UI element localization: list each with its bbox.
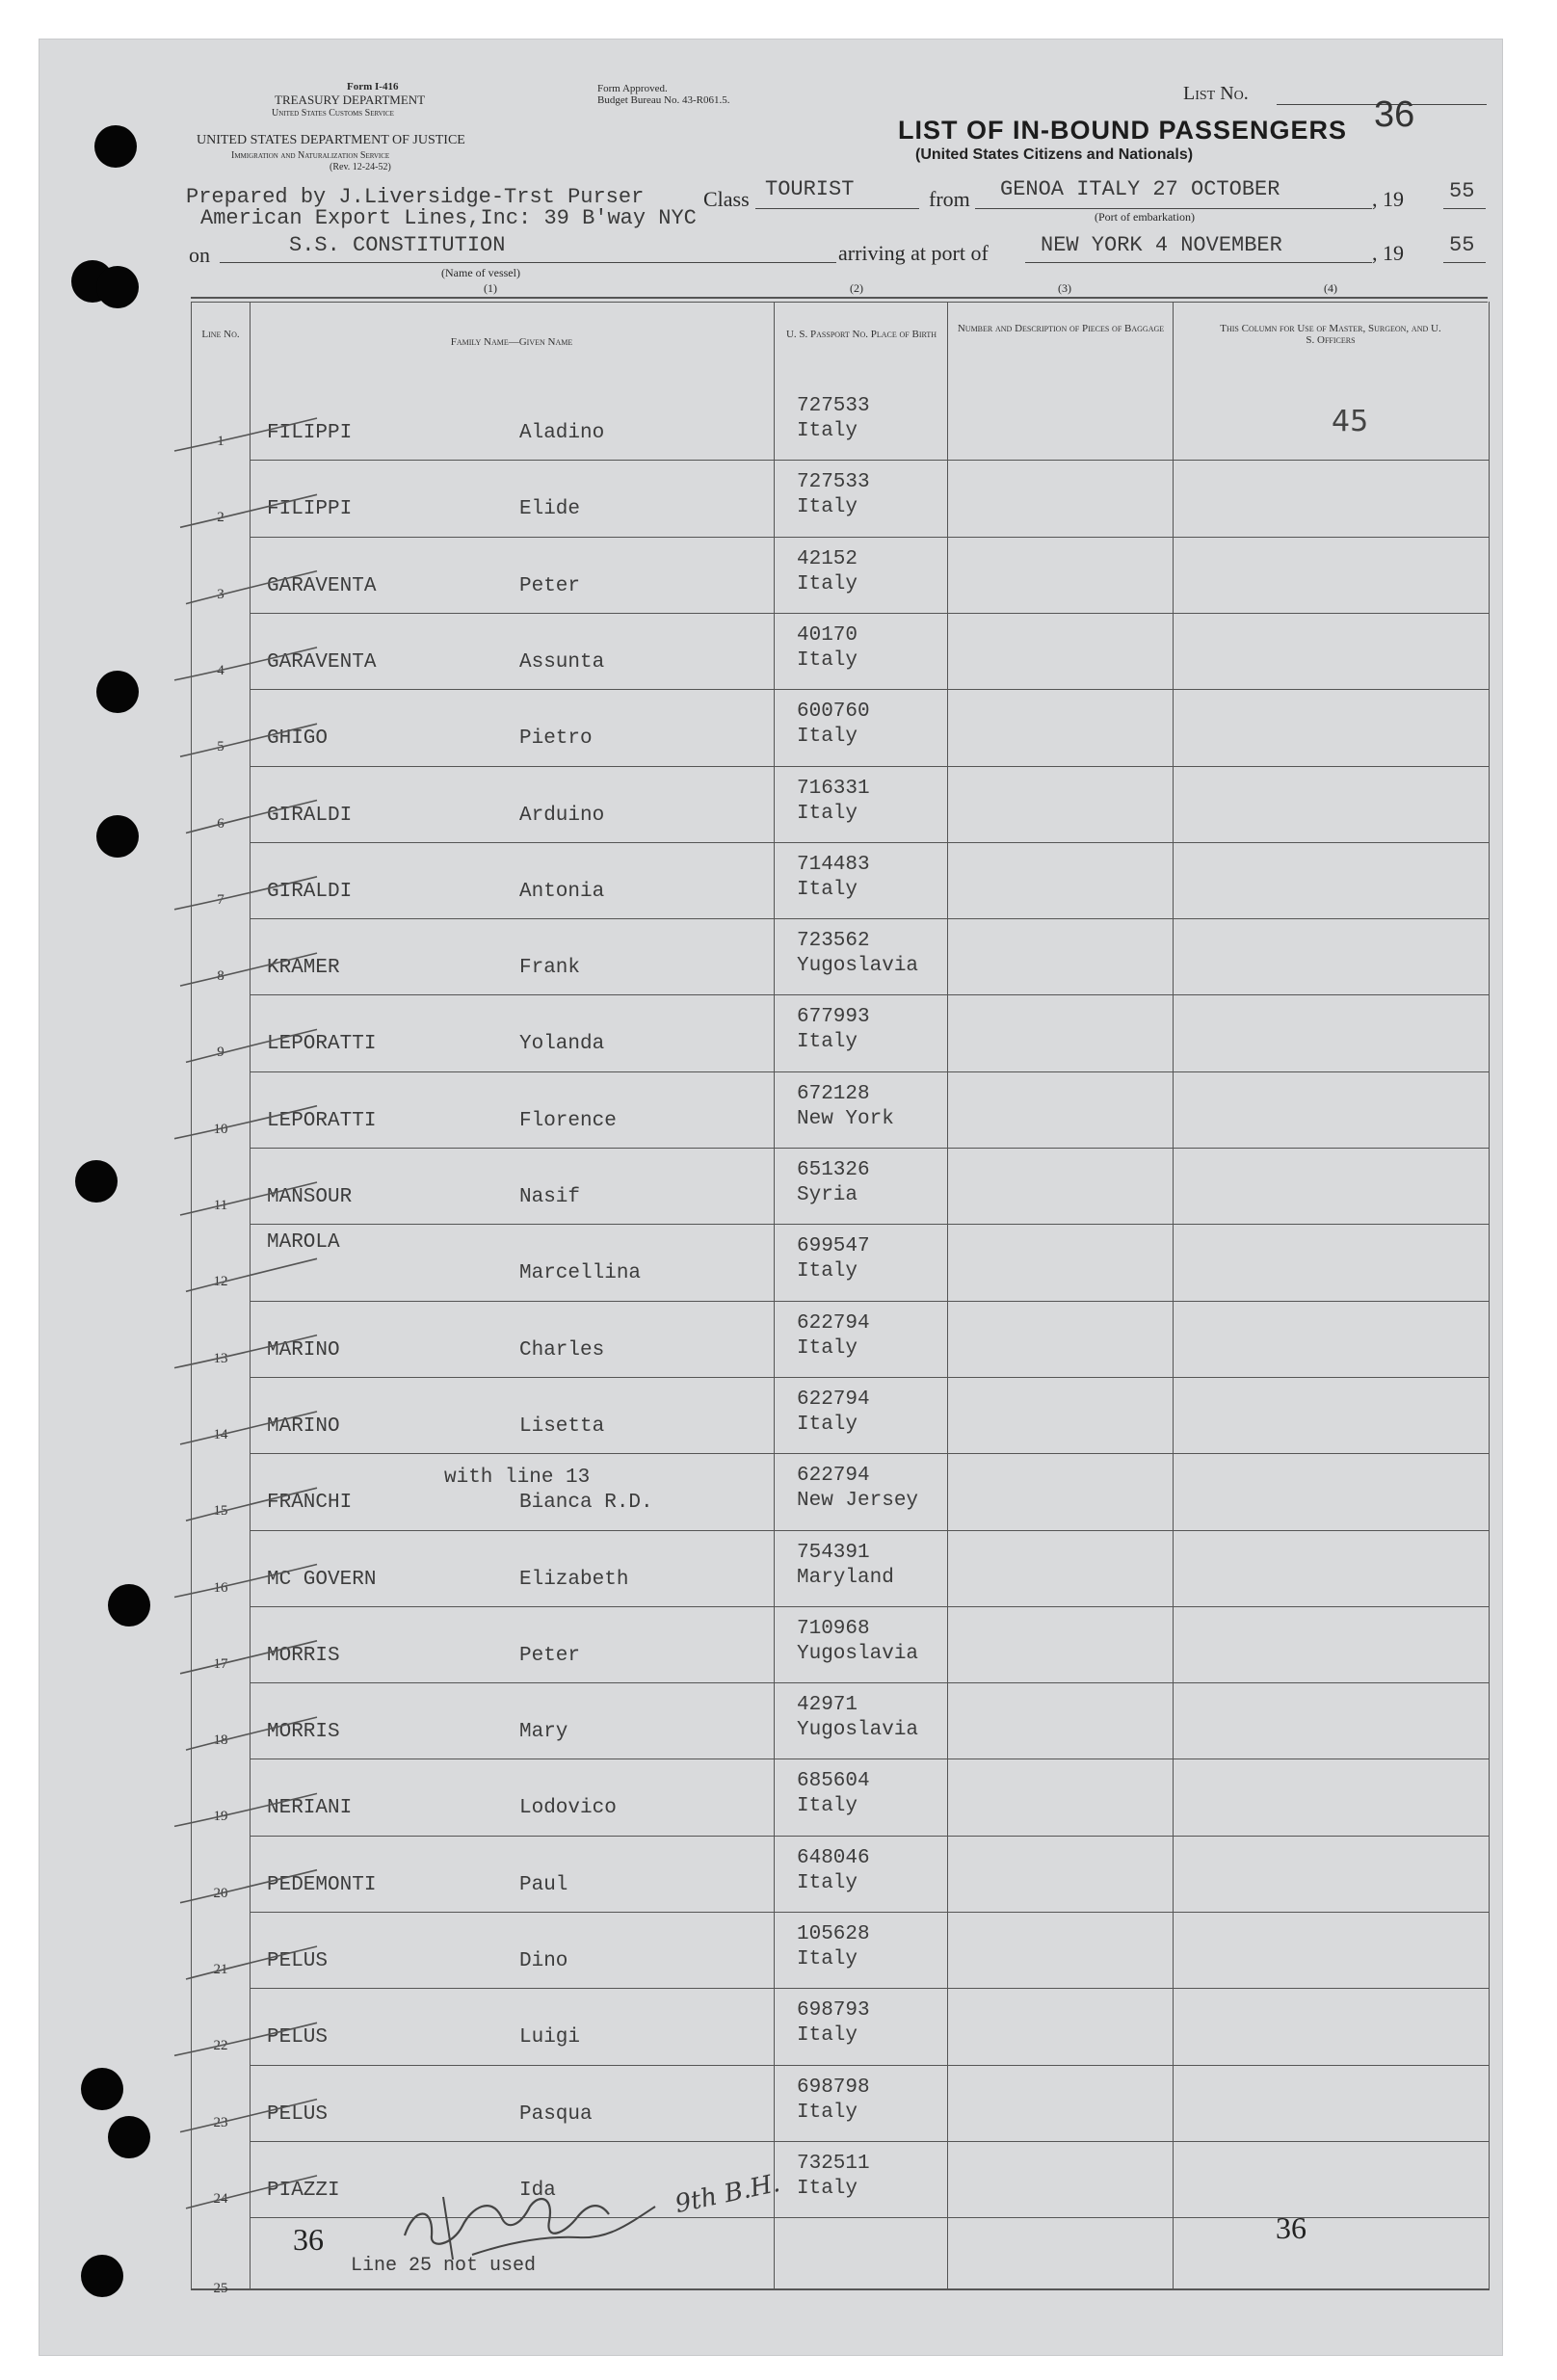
passport-number: 40170 bbox=[797, 623, 858, 647]
tick-mark bbox=[180, 724, 317, 756]
line-number: 24 bbox=[213, 2190, 228, 2207]
place-of-birth: Italy bbox=[797, 648, 858, 672]
binder-hole bbox=[108, 2116, 150, 2158]
given-name: Ida bbox=[519, 2179, 556, 2202]
family-name: FILIPPI bbox=[267, 498, 353, 521]
given-name: Nasif bbox=[519, 1186, 581, 1208]
passport-number: 685604 bbox=[797, 1770, 870, 1793]
place-of-birth: Maryland bbox=[797, 1566, 894, 1589]
given-name: Paul bbox=[519, 1873, 568, 1896]
place-of-birth: Italy bbox=[797, 420, 858, 442]
column-number-1: (1) bbox=[484, 281, 497, 295]
line-number: 20 bbox=[213, 1885, 228, 1901]
on-label: on bbox=[189, 243, 210, 267]
family-name: GIRALDI bbox=[267, 880, 353, 903]
tick-mark bbox=[186, 801, 317, 833]
place-of-birth: Italy bbox=[797, 726, 858, 749]
column-number-4: (4) bbox=[1324, 281, 1337, 295]
class-label: Class bbox=[703, 187, 750, 211]
treasury-dept: TREASURY DEPARTMENT bbox=[275, 93, 426, 107]
passport-number: 698793 bbox=[797, 1999, 870, 2023]
total-right: 36 bbox=[1276, 2210, 1306, 2245]
tick-mark bbox=[180, 1641, 317, 1674]
passport-number: 105628 bbox=[797, 1923, 870, 1945]
list-number: 36 bbox=[1374, 94, 1415, 135]
line-number: 10 bbox=[213, 1121, 228, 1137]
header-baggage: Number and Description of Pieces of Baggage bbox=[957, 323, 1165, 334]
year-value-2: 55 bbox=[1449, 233, 1475, 257]
binder-hole bbox=[96, 671, 139, 713]
place-of-birth: Yugoslavia bbox=[797, 1719, 919, 1742]
passport-number: 622794 bbox=[797, 1388, 870, 1411]
place-of-birth: Italy bbox=[797, 1795, 858, 1818]
given-name: Dino bbox=[519, 1950, 568, 1972]
header-line-no: Line No. bbox=[201, 329, 240, 340]
column-number-3: (3) bbox=[1058, 281, 1071, 295]
given-name: Lisetta bbox=[519, 1415, 605, 1438]
given-name: Peter bbox=[519, 1644, 581, 1667]
year-value-1: 55 bbox=[1449, 179, 1475, 203]
family-name: LEPORATTI bbox=[267, 1033, 377, 1056]
family-name: NERIANI bbox=[267, 1797, 353, 1820]
passport-number: 699547 bbox=[797, 1235, 870, 1258]
family-name: GHIGO bbox=[267, 727, 329, 751]
family-name: PELUS bbox=[267, 2026, 329, 2049]
tick-mark bbox=[174, 1335, 317, 1368]
passport-number: 710968 bbox=[797, 1617, 870, 1640]
header-passport: U. S. Passport No. Place of Birth bbox=[785, 329, 937, 340]
budget-bureau: Budget Bureau No. 43-R061.5. bbox=[597, 94, 730, 106]
line-number: 21 bbox=[213, 1962, 228, 1977]
place-of-birth: New York bbox=[797, 1107, 894, 1130]
passport-number: 600760 bbox=[797, 701, 870, 724]
passport-number: 754391 bbox=[797, 1541, 870, 1564]
form-revision: (Rev. 12-24-52) bbox=[330, 162, 391, 172]
family-name: PELUS bbox=[267, 2102, 329, 2126]
class-value: TOURIST bbox=[765, 177, 855, 201]
header-name: Family Name—Given Name bbox=[450, 336, 573, 348]
passenger-table bbox=[191, 302, 1490, 2297]
line-number: 16 bbox=[213, 1579, 228, 1596]
vessel-name: S.S. CONSTITUTION bbox=[289, 233, 506, 257]
tick-mark bbox=[180, 2100, 317, 2132]
passport-number: 714483 bbox=[797, 853, 870, 876]
line-number: 4 bbox=[217, 662, 224, 678]
given-name: Pietro bbox=[519, 727, 593, 751]
port-of-embarkation: GENOA ITALY 27 OCTOBER bbox=[1000, 177, 1280, 201]
tick-mark bbox=[174, 2023, 317, 2055]
line-number: 6 bbox=[217, 815, 224, 832]
given-name: Elizabeth bbox=[519, 1568, 629, 1591]
port-embarkation-caption: (Port of embarkation) bbox=[1095, 210, 1195, 224]
customs-service: United States Customs Service bbox=[272, 108, 394, 119]
family-name: FILIPPI bbox=[267, 422, 353, 444]
line-number: 1 bbox=[217, 434, 224, 449]
place-of-birth: Italy bbox=[797, 1413, 858, 1436]
justice-dept: UNITED STATES DEPARTMENT OF JUSTICE bbox=[197, 133, 465, 147]
document-subtitle: (United States Citizens and Nationals) bbox=[915, 146, 1194, 163]
passport-number: 716331 bbox=[797, 777, 870, 800]
given-name: Charles bbox=[519, 1338, 605, 1362]
line-number: 23 bbox=[213, 2114, 228, 2130]
binder-hole bbox=[94, 125, 137, 168]
binder-hole bbox=[108, 1584, 150, 1626]
place-of-birth: Italy bbox=[797, 572, 858, 595]
place-of-birth: Italy bbox=[797, 2024, 858, 2048]
family-name: MAROLA bbox=[267, 1231, 340, 1255]
year-prefix-1: , 19 bbox=[1372, 187, 1404, 211]
row-note: with line 13 bbox=[444, 1467, 591, 1490]
from-label: from bbox=[929, 187, 970, 211]
document-title: LIST OF IN-BOUND PASSENGERS bbox=[898, 116, 1348, 145]
form-approved: Form Approved. bbox=[597, 83, 668, 94]
tick-mark bbox=[186, 2176, 317, 2208]
place-of-birth: Italy bbox=[797, 802, 858, 825]
family-name: MANSOUR bbox=[267, 1186, 353, 1208]
inspector-signature bbox=[385, 2168, 694, 2274]
binder-hole bbox=[75, 1160, 118, 1203]
arriving-label: arriving at port of bbox=[838, 241, 989, 265]
tick-mark bbox=[180, 494, 317, 527]
given-name: Yolanda bbox=[519, 1033, 605, 1056]
passport-number: 727533 bbox=[797, 471, 870, 494]
place-of-birth: Italy bbox=[797, 1871, 858, 1894]
family-name: MARINO bbox=[267, 1415, 340, 1438]
line-number: 22 bbox=[213, 2038, 228, 2054]
tick-mark bbox=[174, 1793, 317, 1826]
passport-number: 677993 bbox=[797, 1006, 870, 1029]
given-name: Aladino bbox=[519, 422, 605, 444]
officer-count: 45 bbox=[1332, 405, 1369, 438]
tick-mark bbox=[180, 1870, 317, 1903]
year-prefix-2: , 19 bbox=[1372, 241, 1404, 265]
tick-mark bbox=[174, 418, 317, 451]
given-name: Antonia bbox=[519, 880, 605, 903]
place-of-birth: Syria bbox=[797, 1184, 858, 1206]
line-number: 2 bbox=[217, 510, 224, 526]
line-number: 3 bbox=[217, 586, 224, 602]
line-number: 18 bbox=[213, 1732, 228, 1749]
line-number: 5 bbox=[217, 739, 224, 755]
tick-mark bbox=[186, 571, 317, 604]
given-name: Lodovico bbox=[519, 1797, 617, 1820]
passport-number: 42152 bbox=[797, 547, 858, 570]
tick-mark bbox=[186, 1946, 317, 1979]
place-of-birth: Italy bbox=[797, 1031, 858, 1054]
place-of-birth: Italy bbox=[797, 1948, 858, 1970]
given-name: Frank bbox=[519, 957, 581, 980]
line-number: 17 bbox=[213, 1655, 228, 1672]
ins-service: Immigration and Naturalization Service bbox=[231, 150, 390, 161]
line-25-note: Line 25 not used bbox=[351, 2255, 537, 2277]
passport-number: 622794 bbox=[797, 1465, 870, 1488]
place-of-birth: Italy bbox=[797, 2101, 858, 2124]
place-of-birth: Italy bbox=[797, 2177, 858, 2200]
handwritten-initials: 9th B.H. bbox=[673, 2168, 783, 2220]
line-number: 12 bbox=[213, 1274, 228, 1290]
prepared-by: Prepared by J.Liversidge-Trst Purser bbox=[186, 185, 645, 209]
family-name: MARINO bbox=[267, 1338, 340, 1362]
company-address: American Export Lines,Inc: 39 B'way NYC bbox=[200, 206, 697, 230]
passport-number: 727533 bbox=[797, 395, 870, 417]
total-left: 36 bbox=[293, 2222, 324, 2257]
place-of-birth: Yugoslavia bbox=[797, 1642, 919, 1665]
tick-mark bbox=[180, 1412, 317, 1444]
passport-number: 723562 bbox=[797, 930, 870, 953]
binder-hole bbox=[81, 2255, 123, 2297]
given-name: Marcellina bbox=[519, 1262, 642, 1285]
passport-number: 672128 bbox=[797, 1082, 870, 1105]
port-of-arrival: NEW YORK 4 NOVEMBER bbox=[1041, 233, 1282, 257]
line-number: 15 bbox=[213, 1503, 228, 1520]
binder-hole bbox=[81, 2068, 123, 2110]
tick-mark bbox=[174, 648, 317, 680]
tick-mark bbox=[180, 953, 317, 986]
line-number: 9 bbox=[217, 1045, 224, 1061]
tick-mark bbox=[174, 1565, 317, 1598]
family-name: FRANCHI bbox=[267, 1492, 353, 1515]
family-name: MC GOVERN bbox=[267, 1568, 377, 1591]
given-name: Pasqua bbox=[519, 2102, 593, 2126]
family-name: GARAVENTA bbox=[267, 574, 377, 597]
line-number: 11 bbox=[213, 1198, 228, 1213]
place-of-birth: Italy bbox=[797, 1336, 858, 1360]
place-of-birth: New Jersey bbox=[797, 1490, 919, 1513]
tick-mark bbox=[186, 1717, 317, 1750]
family-name: PIAZZI bbox=[267, 2179, 340, 2202]
list-no-label: List No. bbox=[1183, 83, 1249, 104]
passport-number: 622794 bbox=[797, 1311, 870, 1335]
place-of-birth: Italy bbox=[797, 496, 858, 519]
given-name: Arduino bbox=[519, 804, 605, 827]
passport-number: 732511 bbox=[797, 2152, 870, 2175]
family-name: MORRIS bbox=[267, 1644, 340, 1667]
binder-hole bbox=[96, 815, 139, 858]
family-name: MORRIS bbox=[267, 1721, 340, 1744]
given-name: Elide bbox=[519, 498, 581, 521]
given-name: Assunta bbox=[519, 650, 605, 674]
line-number: 25 bbox=[213, 2281, 228, 2297]
tick-mark bbox=[180, 1182, 317, 1215]
passport-number: 42971 bbox=[797, 1694, 858, 1717]
given-name: Bianca R.D. bbox=[519, 1492, 653, 1515]
tick-marks bbox=[153, 302, 481, 2288]
vessel-caption: (Name of vessel) bbox=[441, 266, 520, 279]
column-number-2: (2) bbox=[850, 281, 863, 295]
line-number: 8 bbox=[217, 968, 224, 985]
given-name: Luigi bbox=[519, 2026, 581, 2049]
form-number: Form I-416 bbox=[347, 81, 399, 93]
family-name: PEDEMONTI bbox=[267, 1873, 377, 1896]
tick-mark bbox=[186, 1029, 317, 1062]
family-name: LEPORATTI bbox=[267, 1109, 377, 1132]
family-name: GIRALDI bbox=[267, 804, 353, 827]
place-of-birth: Italy bbox=[797, 878, 858, 901]
tick-mark bbox=[186, 1488, 317, 1521]
tick-mark bbox=[174, 1106, 317, 1139]
line-number: 19 bbox=[213, 1809, 228, 1825]
family-name: GARAVENTA bbox=[267, 650, 377, 674]
given-name: Peter bbox=[519, 574, 581, 597]
line-number: 13 bbox=[213, 1350, 228, 1366]
passport-number: 651326 bbox=[797, 1159, 870, 1181]
family-name: KRAMER bbox=[267, 957, 340, 980]
header-officers: This Column for Use of Master, Surgeon, and U. S. Officers bbox=[1220, 323, 1441, 346]
tick-mark bbox=[174, 877, 317, 910]
passport-number: 698798 bbox=[797, 2076, 870, 2099]
family-name: PELUS bbox=[267, 1950, 329, 1972]
tick-mark bbox=[186, 1258, 317, 1291]
given-name: Mary bbox=[519, 1721, 568, 1744]
binder-hole bbox=[96, 266, 139, 308]
place-of-birth: Yugoslavia bbox=[797, 955, 919, 978]
line-number: 14 bbox=[213, 1426, 228, 1442]
line-number: 7 bbox=[217, 891, 224, 908]
passport-number: 648046 bbox=[797, 1846, 870, 1869]
place-of-birth: Italy bbox=[797, 1260, 858, 1283]
given-name: Florence bbox=[519, 1109, 617, 1132]
